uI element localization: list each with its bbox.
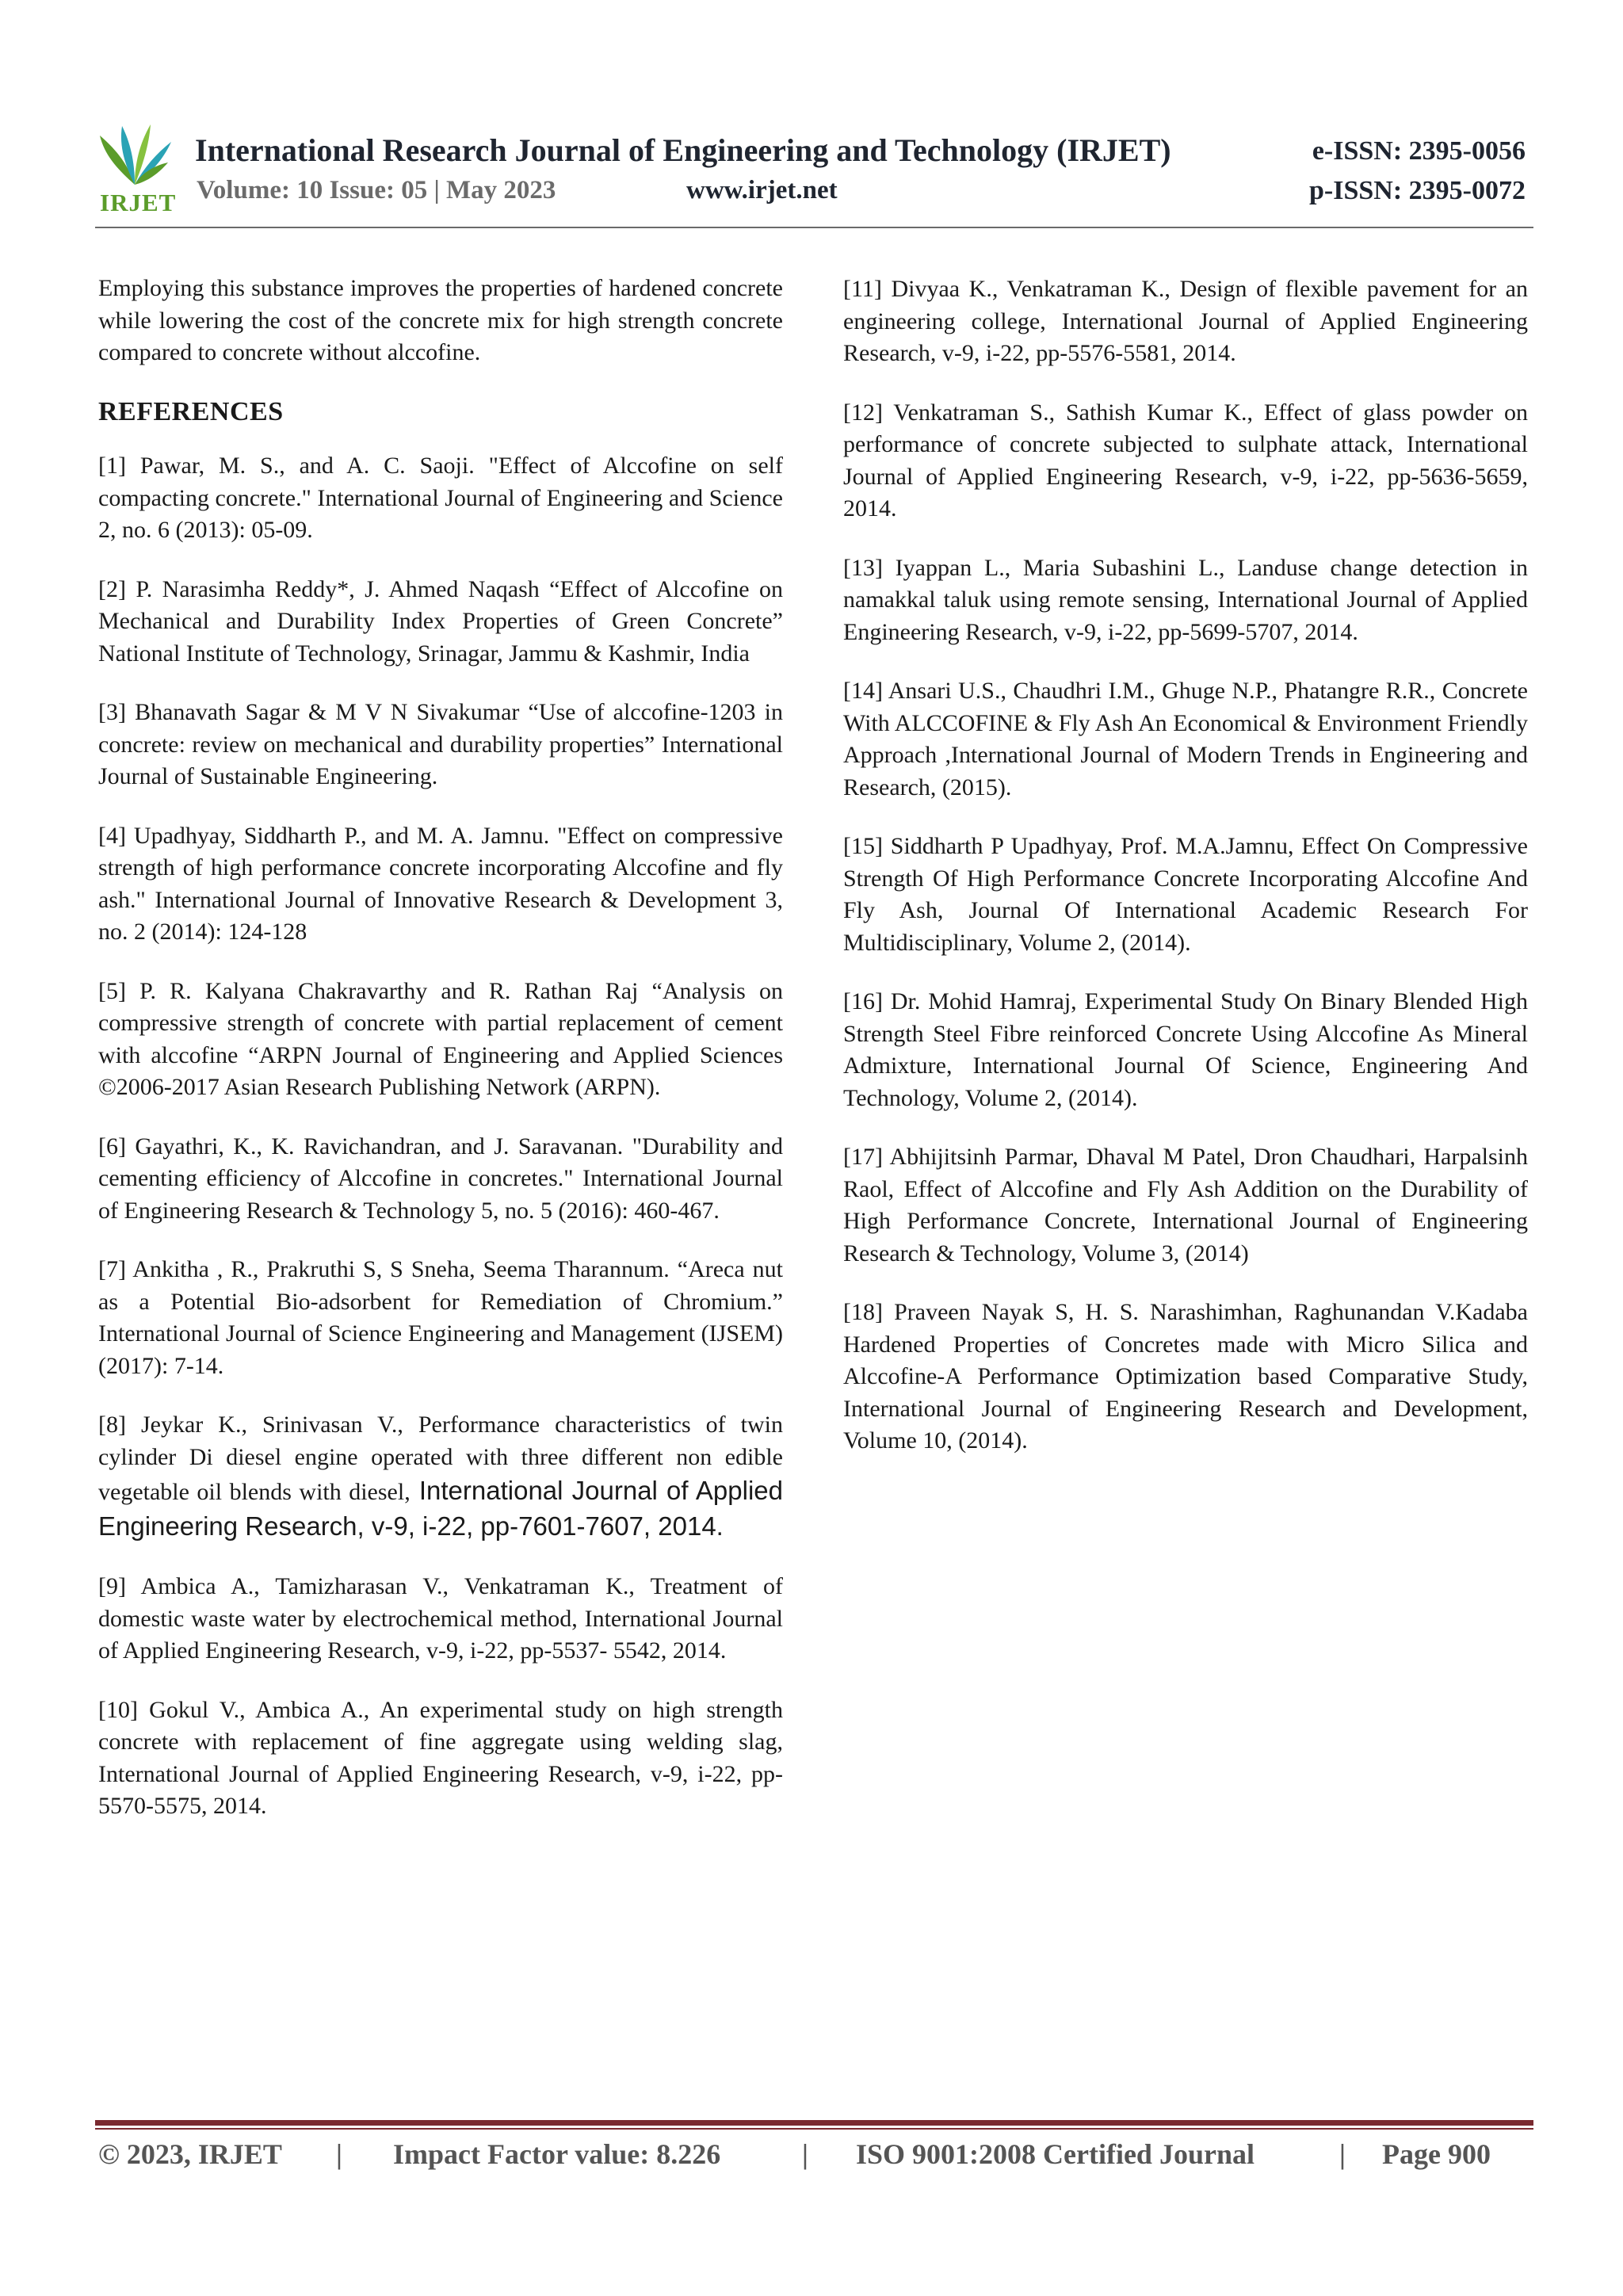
left-column xyxy=(98,273,783,1850)
right-column xyxy=(843,273,1528,1484)
e-issn: e-ISSN: 2395-0056 xyxy=(1312,136,1526,166)
reference-item: [12] Venkatraman S., Sathish Kumar K., Effect of glass powder on performance of concrete subjected to sulphate attack, International Journal of Applied Engineering Research, v-9, i-22, pp-5636-5659, 2014. xyxy=(843,399,1528,521)
reference-item: [10] Gokul V., Ambica A., An experimental study on high strength concrete with replacement of fine aggregate using welding slag, International Journal of Applied Engineering Research, v-9, i-22, pp-5570-5575, 2014. xyxy=(98,1696,783,1819)
p-issn: p-ISSN: 2395-0072 xyxy=(1309,176,1526,205)
reference-item: [4] Upadhyay, Siddharth P., and M. A. Jamnu. "Effect on compressive strength of high performance concrete incorporating Alccofine and fly ash." International Journal of Innovative Research & Development 3, no. 2 (2014): 124-128 xyxy=(98,822,783,945)
footer-copyright: © 2023, IRJET xyxy=(98,2138,282,2170)
reference-item: [18] Praveen Nayak S, H. S. Narashimhan, Raghunandan V.Kadaba Hardened Properties of Concretes made with Micro Silica and Alccofine-A Performance Optimization based Comparative Study, International Journal of Engineering Research and Development, Volume 10, (2014). xyxy=(843,1299,1528,1454)
header-divider xyxy=(95,227,1533,228)
journal-title: International Research Journal of Engineering and Technology (IRJET) xyxy=(195,132,1171,168)
reference-item: [5] P. R. Kalyana Chakravarthy and R. Rathan Raj “Analysis on compressive strength of concrete with partial replacement of cement with alccofine “ARPN Journal of Engineering and Applied Sciences ©2006-2017 Asian Research Publishing Network (ARPN). xyxy=(98,977,783,1100)
references-heading: REFERENCES xyxy=(98,396,284,426)
reference-item: [1] Pawar, M. S., and A. C. Saoji. "Effect of Alccofine on self compacting concrete." International Journal of Engineering and Science 2, no. 6 (2013): 05-09. xyxy=(98,453,783,543)
reference-item: [6] Gayathri, K., K. Ravichandran, and J. Saravanan. "Durability and cementing efficiency of Alccofine in concretes." International Journal of Engineering Research & Technology 5, no. 5 (2016): 460-467. xyxy=(98,1133,783,1224)
page-header xyxy=(95,111,1533,230)
intro-paragraph: Employing this substance improves the properties of hardened concrete while lowering the cost of the concrete mix for high strength concrete compared to concrete without alccofine. xyxy=(98,275,783,365)
reference-item: [15] Siddharth P Upadhyay, Prof. M.A.Jamnu, Effect On Compressive Strength Of High Performance Concrete Incorporating Alccofine And Fly Ash, Journal Of International Academic Research For Multidisciplinary, Volume 2, (2014). xyxy=(843,833,1528,956)
website-link[interactable]: www.irjet.net xyxy=(686,176,838,204)
footer-separator: | xyxy=(1339,2138,1346,2170)
reference-item: [14] Ansari U.S., Chaudhri I.M., Ghuge N.P., Phatangre R.R., Concrete With ALCCOFINE & Fly Ash An Economical & Environment Friendly Approach ,International Journal of Modern Trends in Engineering and Research, (2015). xyxy=(843,678,1528,800)
reference-item xyxy=(98,1409,783,1544)
reference-8-main: [8] Jeykar K., Srinivasan V., Performance characteristics of twin cylinder Di diesel engine operated with three different non edible vegetable oil blends with diesel, xyxy=(98,1412,783,1505)
reference-item: [16] Dr. Mohid Hamraj, Experimental Study On Binary Blended High Strength Steel Fibre reinforced Concrete Using Alccofine As Mineral Admixture, International Journal Of Science, Engineering And Technology, Volume 2, (2014). xyxy=(843,988,1528,1111)
volume-issue: Volume: 10 Issue: 05 | May 2023 xyxy=(197,176,556,204)
reference-item: [17] Abhijitsinh Parmar, Dhaval M Patel, Dron Chaudhari, Harpalsinh Raol, Effect of Alccofine and Fly Ash Addition on the Durability of High Performance Concrete, International Journal of Engineering Research & Technology, Volume 3, (2014) xyxy=(843,1144,1528,1266)
footer-rule-thick xyxy=(95,2120,1533,2126)
footer-rule-thin xyxy=(95,2128,1533,2130)
footer-impact-factor: Impact Factor value: 8.226 xyxy=(393,2138,721,2170)
logo-text: IRJET xyxy=(100,189,177,216)
reference-item: [9] Ambica A., Tamizharasan V., Venkatraman K., Treatment of domestic waste water by electrochemical method, International Journal of Applied Engineering Research, v-9, i-22, pp-5537- 5542, 2014. xyxy=(98,1573,783,1664)
reference-item: [7] Ankitha , R., Prakruthi S, S Sneha, Seema Tharannum. “Areca nut as a Potential Bio-adsorbent for Remediation of Chromium.” International Journal of Science Engineering and Management (IJSEM) (2017): 7-14. xyxy=(98,1256,783,1379)
reference-item: [13] Iyappan L., Maria Subashini L., Landuse change detection in namakkal taluk using remote sensing, International Journal of Applied Engineering Research, v-9, i-22, pp-5699-5707, 2014. xyxy=(843,554,1528,645)
reference-item: [3] Bhanavath Sagar & M V N Sivakumar “Use of alccofine-1203 in concrete: review on mechanical and durability properties” International Journal of Sustainable Engineering. xyxy=(98,699,783,789)
irjet-logo xyxy=(95,115,177,216)
footer-separator: | xyxy=(336,2138,342,2170)
footer-iso: ISO 9001:2008 Certified Journal xyxy=(856,2138,1254,2170)
footer-page-number: Page 900 xyxy=(1382,2138,1491,2170)
page-footer xyxy=(98,2137,1533,2177)
irjet-leaf-icon xyxy=(95,115,174,194)
footer-separator: | xyxy=(802,2138,808,2170)
reference-item: [2] P. Narasimha Reddy*, J. Ahmed Naqash “Effect of Alccofine on Mechanical and Durability Index Properties of Green Concrete” National Institute of Technology, Srinagar, Jammu & Kashmir, India xyxy=(98,575,783,667)
reference-8-tail: International Journal of Applied Engineering Research, v-9, i-22, pp-7601-7607, 2014. xyxy=(98,1476,783,1541)
reference-item: [11] Divyaa K., Venkatraman K., Design of flexible pavement for an engineering college, International Journal of Applied Engineering Research, v-9, i-22, pp-5576-5581, 2014. xyxy=(843,276,1528,366)
